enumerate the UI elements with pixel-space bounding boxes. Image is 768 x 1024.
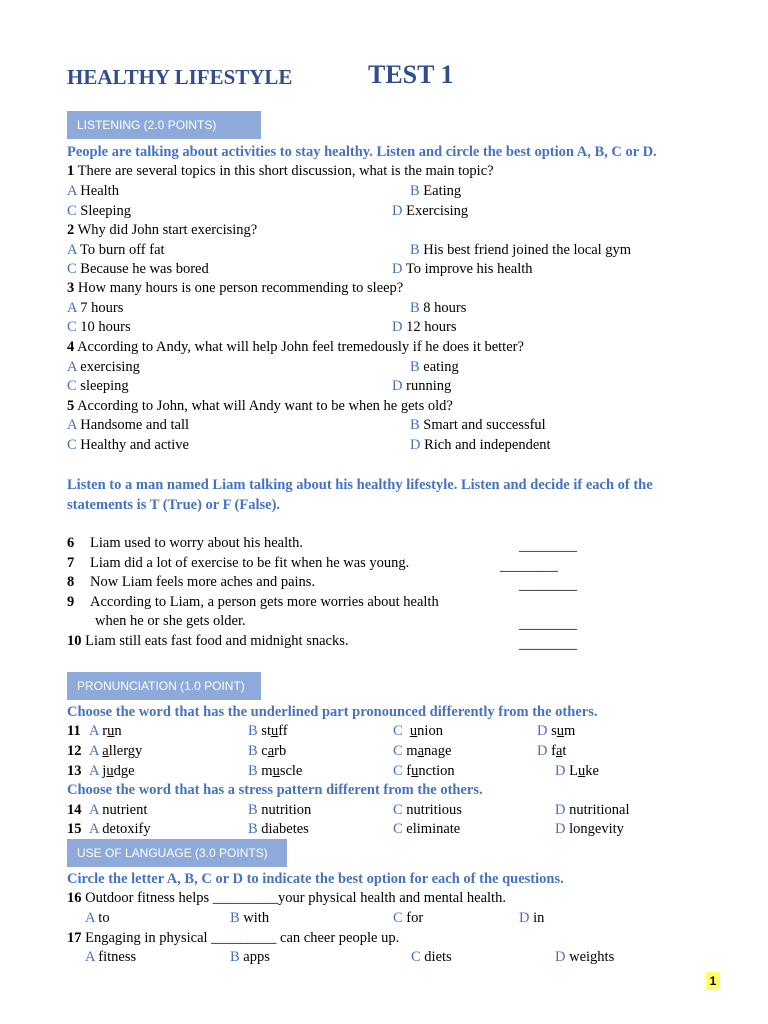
option-a[interactable] (67, 299, 123, 317)
option-a[interactable] (67, 182, 119, 200)
option-d[interactable] (392, 318, 456, 336)
option-c[interactable]: C for (393, 910, 424, 926)
tf-answer-blank[interactable]: ________ (519, 538, 577, 554)
stress-option-b[interactable]: B diabetes (248, 821, 309, 837)
tf-number: 6 (67, 535, 75, 551)
question-text: Why did John start exercising? (74, 222, 258, 238)
option-d[interactable]: D in (519, 910, 545, 926)
option-letter: A (67, 417, 77, 433)
option-text: His best friend joined the local gym (423, 242, 632, 258)
option-letter: A (67, 359, 77, 375)
instruction-listening-2a: Listen to a man named Liam talking about his healthy lifestyle. Listen and decide if each of the (67, 477, 653, 493)
stress-option-a[interactable]: A nutrient (89, 802, 148, 818)
option-d[interactable] (392, 377, 451, 395)
option-text: Sleeping (80, 203, 132, 219)
pron-option-d[interactable]: D sum (537, 723, 576, 739)
test-number: TEST 1 (368, 60, 454, 89)
tf-number: 7 (67, 555, 75, 571)
option-text: 8 hours (423, 300, 467, 316)
option-d[interactable]: D weights (555, 949, 615, 965)
tf-statement: Liam used to worry about his health. (90, 535, 304, 551)
tf-answer-blank[interactable]: ________ (519, 577, 577, 593)
tf-statement: Now Liam feels more aches and pains. (90, 574, 316, 590)
pron-option-a[interactable]: A run (89, 723, 122, 739)
tf-answer-blank[interactable]: ________ (519, 616, 577, 632)
option-c[interactable] (67, 377, 129, 395)
option-c[interactable] (67, 260, 209, 278)
stress-option-d[interactable]: D nutritional (555, 802, 630, 818)
page-number: 1 (706, 972, 720, 990)
option-letter: D (392, 319, 403, 335)
option-letter: D (410, 437, 421, 453)
tf-number: 8 (67, 574, 75, 590)
option-text: 7 hours (80, 300, 124, 316)
page-title: HEALTHY LIFESTYLE (67, 65, 293, 89)
stress-option-b[interactable]: B nutrition (248, 802, 312, 818)
instruction-pronunciation-1: Choose the word that has the underlined part pronounced differently from the others. (67, 704, 598, 720)
option-text: 10 hours (80, 319, 131, 335)
option-letter: C (67, 378, 77, 394)
option-b[interactable]: B with (230, 910, 270, 926)
tf-statement: Liam did a lot of exercise to be fit when he was young. (90, 555, 410, 571)
option-text: Handsome and tall (80, 417, 190, 433)
option-a[interactable] (67, 358, 140, 376)
pron-option-b[interactable]: B carb (248, 743, 287, 759)
option-c[interactable] (67, 436, 189, 454)
tf-answer-blank[interactable]: ________ (519, 636, 577, 652)
pron-option-c[interactable]: C manage (393, 743, 452, 759)
option-text: Exercising (406, 203, 469, 219)
option-text: Healthy and active (80, 437, 189, 453)
option-letter: D (392, 261, 403, 277)
option-text: 12 hours (406, 319, 457, 335)
option-letter: B (410, 300, 420, 316)
stress-number: 14 (67, 802, 82, 818)
option-text: Eating (423, 183, 462, 199)
option-b[interactable] (410, 358, 459, 376)
option-text: Smart and successful (423, 417, 546, 433)
option-text: eating (423, 359, 459, 375)
pron-number: 11 (67, 723, 81, 739)
tf-statement-continued: when he or she gets older. (95, 613, 246, 629)
option-letter: D (392, 203, 403, 219)
option-b[interactable] (410, 182, 461, 200)
option-letter: C (67, 203, 77, 219)
pron-option-a[interactable]: A judge (89, 763, 135, 779)
question-number: 17 (67, 930, 82, 946)
option-letter: A (67, 242, 77, 258)
option-text: To improve his health (405, 261, 533, 277)
pron-number: 13 (67, 763, 82, 779)
question-text: According to John, what will Andy want to be when he gets old? (74, 398, 453, 414)
option-a[interactable]: A to (85, 910, 110, 926)
option-b[interactable]: B apps (230, 949, 270, 965)
pron-option-b[interactable]: B muscle (248, 763, 303, 779)
option-letter: C (67, 261, 77, 277)
instruction-pronunciation-2: Choose the word that has a stress pattern different from the others. (67, 782, 483, 798)
option-letter: B (410, 417, 420, 433)
option-letter: C (67, 319, 77, 335)
stress-option-a[interactable]: A detoxify (89, 821, 151, 837)
option-letter: B (410, 242, 420, 258)
instruction-listening-1: People are talking about activities to stay healthy. Listen and circle the best option A, B, C or D. (67, 144, 657, 160)
pron-option-c[interactable]: C function (393, 763, 455, 779)
option-c[interactable]: C diets (411, 949, 452, 965)
question-text: According to Andy, what will help John feel tremedously if he does it better? (74, 339, 524, 355)
option-text: Rich and independent (424, 437, 551, 453)
tf-number: 10 (67, 633, 82, 649)
option-letter: A (67, 183, 77, 199)
pron-option-a[interactable]: A allergy (89, 743, 143, 759)
instruction-language-1: Circle the letter A, B, C or D to indicate the best option for each of the questions. (67, 871, 564, 887)
option-a[interactable]: A fitness (85, 949, 137, 965)
question-number: 2 (67, 222, 75, 238)
option-letter: A (67, 300, 77, 316)
question-number: 5 (67, 398, 75, 414)
option-letter: B (410, 359, 420, 375)
question-text: How many hours is one person recommending to sleep? (74, 280, 404, 296)
option-b[interactable] (410, 416, 546, 434)
tf-statement: Liam still eats fast food and midnight snacks. (81, 633, 349, 649)
pron-option-c[interactable]: C union (393, 723, 443, 739)
option-letter: D (392, 378, 403, 394)
option-letter: C (67, 437, 77, 453)
option-text: Health (80, 183, 119, 199)
option-c[interactable] (67, 202, 131, 220)
tf-statement: According to Liam, a person gets more worries about health (90, 594, 439, 610)
question-text: Outdoor fitness helps _________your physical health and mental health. (81, 890, 506, 906)
option-d[interactable] (410, 436, 551, 454)
section-header-use-of-language: USE OF LANGUAGE (3.0 POINTS) (67, 839, 287, 867)
pron-number: 12 (67, 743, 82, 759)
section-header-pronunciation: PRONUNCIATION (1.0 POINT) (67, 672, 261, 700)
option-b[interactable] (410, 241, 631, 259)
question-text: There are several topics in this short discussion, what is the main topic? (74, 163, 494, 179)
option-d[interactable] (392, 260, 533, 278)
option-d[interactable] (392, 202, 468, 220)
option-text: running (406, 378, 452, 394)
stress-option-c[interactable]: C nutritious (393, 802, 462, 818)
question-number: 1 (67, 163, 75, 179)
option-text: exercising (80, 359, 140, 375)
option-text: sleeping (80, 378, 129, 394)
option-a[interactable] (67, 241, 165, 259)
option-b[interactable] (410, 299, 466, 317)
option-a[interactable] (67, 416, 189, 434)
option-c[interactable] (67, 318, 131, 336)
tf-answer-blank[interactable]: ________ (500, 558, 558, 574)
instruction-listening-2b: statements is T (True) or F (False). (67, 497, 281, 513)
question-number: 4 (67, 339, 75, 355)
option-text: To burn off fat (80, 242, 165, 258)
stress-number: 15 (67, 821, 82, 837)
stress-option-c[interactable]: C eliminate (393, 821, 461, 837)
pron-option-b[interactable]: B stuff (248, 723, 288, 739)
section-header-listening: LISTENING (2.0 POINTS) (67, 111, 261, 139)
question-text: Engaging in physical _________ can cheer people up. (81, 930, 400, 946)
option-letter: B (410, 183, 420, 199)
question-number: 16 (67, 890, 82, 906)
option-text: Because he was bored (80, 261, 209, 277)
pron-option-d[interactable]: D fat (537, 743, 567, 759)
tf-number: 9 (67, 594, 75, 610)
stress-option-d[interactable]: D longevity (555, 821, 624, 837)
question-number: 3 (67, 280, 75, 296)
pron-option-d[interactable]: D Luke (555, 763, 599, 779)
